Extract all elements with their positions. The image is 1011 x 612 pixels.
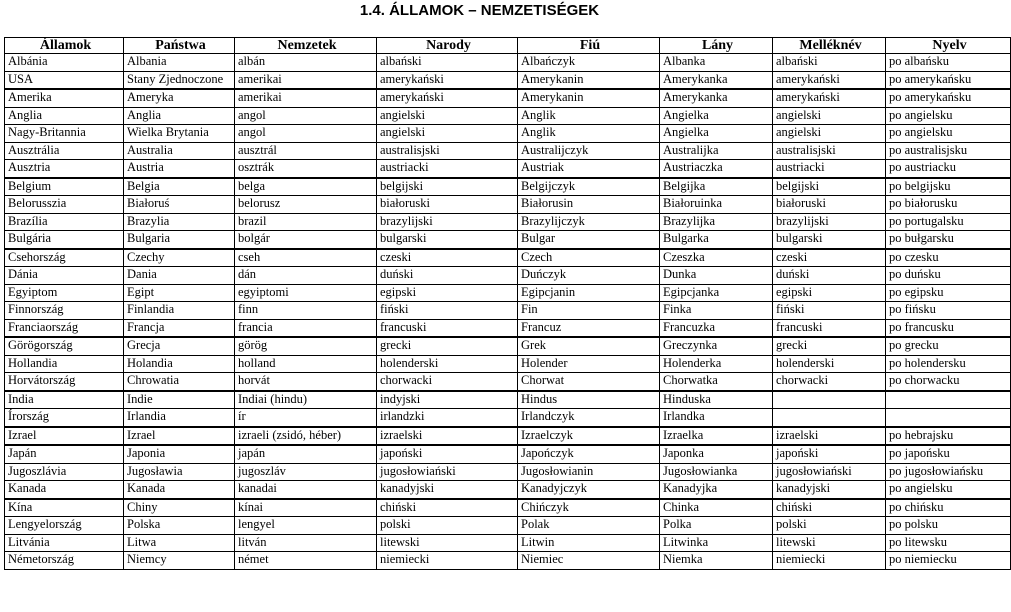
- girl-cell: Greczynka: [660, 337, 773, 355]
- panstwo-cell: Izrael: [124, 427, 235, 446]
- adjective-cell: jugosłowiański: [773, 463, 886, 481]
- girl-cell: Australijka: [660, 142, 773, 160]
- boy-cell: Jugosłowianin: [518, 463, 660, 481]
- panstwo-cell: Indie: [124, 391, 235, 409]
- boy-cell: Anglik: [518, 107, 660, 125]
- panstwo-cell: Grecja: [124, 337, 235, 355]
- table-row: [5, 445, 1011, 463]
- column-header-lany: Lány: [660, 38, 773, 54]
- nation-cell: amerikai: [235, 71, 377, 89]
- state-cell: India: [5, 391, 124, 409]
- language-cell: po fińsku: [886, 302, 1011, 320]
- state-cell: Belorusszia: [5, 196, 124, 214]
- state-cell: Kanada: [5, 481, 124, 499]
- adjective-cell: [773, 409, 886, 427]
- girl-cell: Hinduska: [660, 391, 773, 409]
- language-cell: po egipsku: [886, 284, 1011, 302]
- state-cell: Hollandia: [5, 355, 124, 373]
- adjective-cell: angielski: [773, 125, 886, 143]
- nation-cell: kínai: [235, 499, 377, 517]
- table-row: [5, 481, 1011, 499]
- state-cell: Brazília: [5, 213, 124, 231]
- state-cell: Albánia: [5, 54, 124, 72]
- narod-cell: egipski: [377, 284, 518, 302]
- girl-cell: Jugosłowianka: [660, 463, 773, 481]
- language-cell: po niemiecku: [886, 552, 1011, 570]
- girl-cell: Dunka: [660, 267, 773, 285]
- language-cell: po amerykańsku: [886, 89, 1011, 107]
- girl-cell: Chinka: [660, 499, 773, 517]
- nation-cell: holland: [235, 355, 377, 373]
- state-cell: Ausztria: [5, 160, 124, 178]
- narod-cell: niemiecki: [377, 552, 518, 570]
- girl-cell: Irlandka: [660, 409, 773, 427]
- nation-cell: német: [235, 552, 377, 570]
- adjective-cell: czeski: [773, 249, 886, 267]
- boy-cell: Brazylijczyk: [518, 213, 660, 231]
- narod-cell: amerykański: [377, 71, 518, 89]
- panstwo-cell: Czechy: [124, 249, 235, 267]
- panstwo-cell: Litwa: [124, 534, 235, 552]
- table-row: [5, 107, 1011, 125]
- girl-cell: Bulgarka: [660, 231, 773, 249]
- table-row: [5, 267, 1011, 285]
- nation-cell: belga: [235, 178, 377, 196]
- language-cell: po czesku: [886, 249, 1011, 267]
- column-header-fiu: Fiú: [518, 38, 660, 54]
- table-row: [5, 160, 1011, 178]
- panstwo-cell: Japonia: [124, 445, 235, 463]
- table-row: [5, 213, 1011, 231]
- boy-cell: Egipcjanin: [518, 284, 660, 302]
- nation-cell: belorusz: [235, 196, 377, 214]
- narod-cell: chiński: [377, 499, 518, 517]
- narod-cell: litewski: [377, 534, 518, 552]
- boy-cell: Austriak: [518, 160, 660, 178]
- state-cell: Franciaország: [5, 319, 124, 337]
- adjective-cell: [773, 391, 886, 409]
- girl-cell: Brazylijka: [660, 213, 773, 231]
- table-body: [5, 54, 1011, 570]
- adjective-cell: belgijski: [773, 178, 886, 196]
- nation-cell: amerikai: [235, 89, 377, 107]
- narod-cell: francuski: [377, 319, 518, 337]
- panstwo-cell: Polska: [124, 517, 235, 535]
- narod-cell: grecki: [377, 337, 518, 355]
- girl-cell: Holenderka: [660, 355, 773, 373]
- state-cell: Írország: [5, 409, 124, 427]
- girl-cell: Czeszka: [660, 249, 773, 267]
- nation-cell: görög: [235, 337, 377, 355]
- language-cell: po hebrajsku: [886, 427, 1011, 446]
- panstwo-cell: Chiny: [124, 499, 235, 517]
- adjective-cell: litewski: [773, 534, 886, 552]
- adjective-cell: bulgarski: [773, 231, 886, 249]
- narod-cell: holenderski: [377, 355, 518, 373]
- adjective-cell: niemiecki: [773, 552, 886, 570]
- state-cell: Belgium: [5, 178, 124, 196]
- boy-cell: Amerykanin: [518, 89, 660, 107]
- language-cell: po austriacku: [886, 160, 1011, 178]
- state-cell: Dánia: [5, 267, 124, 285]
- nation-cell: bolgár: [235, 231, 377, 249]
- state-cell: Kína: [5, 499, 124, 517]
- language-cell: po angielsku: [886, 481, 1011, 499]
- column-header-nyelv: Nyelv: [886, 38, 1011, 54]
- boy-cell: Francuz: [518, 319, 660, 337]
- state-cell: Litvánia: [5, 534, 124, 552]
- narod-cell: kanadyjski: [377, 481, 518, 499]
- girl-cell: Albanka: [660, 54, 773, 72]
- boy-cell: Irlandczyk: [518, 409, 660, 427]
- narod-cell: fiński: [377, 302, 518, 320]
- state-cell: Amerika: [5, 89, 124, 107]
- table-row: [5, 517, 1011, 535]
- adjective-cell: austriacki: [773, 160, 886, 178]
- boy-cell: Hindus: [518, 391, 660, 409]
- nation-cell: litván: [235, 534, 377, 552]
- language-cell: po chorwacku: [886, 373, 1011, 391]
- language-cell: po australisjsku: [886, 142, 1011, 160]
- column-header-narody: Narody: [377, 38, 518, 54]
- panstwo-cell: Egipt: [124, 284, 235, 302]
- state-cell: Egyiptom: [5, 284, 124, 302]
- narod-cell: brazylijski: [377, 213, 518, 231]
- language-cell: po angielsku: [886, 107, 1011, 125]
- girl-cell: Amerykanka: [660, 71, 773, 89]
- narod-cell: białoruski: [377, 196, 518, 214]
- narod-cell: jugosłowiański: [377, 463, 518, 481]
- language-cell: po chińsku: [886, 499, 1011, 517]
- table-row: [5, 409, 1011, 427]
- boy-cell: Holender: [518, 355, 660, 373]
- adjective-cell: brazylijski: [773, 213, 886, 231]
- table-row: [5, 231, 1011, 249]
- table-row: [5, 125, 1011, 143]
- table-row: [5, 89, 1011, 107]
- nation-cell: horvát: [235, 373, 377, 391]
- narod-cell: chorwacki: [377, 373, 518, 391]
- girl-cell: Kanadyjka: [660, 481, 773, 499]
- boy-cell: Bulgar: [518, 231, 660, 249]
- boy-cell: Amerykanin: [518, 71, 660, 89]
- panstwo-cell: Australia: [124, 142, 235, 160]
- state-cell: Horvátország: [5, 373, 124, 391]
- girl-cell: Belgijka: [660, 178, 773, 196]
- table-row: [5, 391, 1011, 409]
- nation-cell: izraeli (zsidó, héber): [235, 427, 377, 446]
- table-row: [5, 534, 1011, 552]
- narod-cell: indyjski: [377, 391, 518, 409]
- panstwo-cell: Wielka Brytania: [124, 125, 235, 143]
- table-row: [5, 196, 1011, 214]
- nation-cell: ausztrál: [235, 142, 377, 160]
- boy-cell: Kanadyjczyk: [518, 481, 660, 499]
- boy-cell: Czech: [518, 249, 660, 267]
- state-cell: USA: [5, 71, 124, 89]
- table-row: [5, 178, 1011, 196]
- boy-cell: Polak: [518, 517, 660, 535]
- adjective-cell: amerykański: [773, 71, 886, 89]
- language-cell: po litewsku: [886, 534, 1011, 552]
- narod-cell: albański: [377, 54, 518, 72]
- panstwo-cell: Dania: [124, 267, 235, 285]
- narod-cell: duński: [377, 267, 518, 285]
- language-cell: po polsku: [886, 517, 1011, 535]
- state-cell: Bulgária: [5, 231, 124, 249]
- boy-cell: Anglik: [518, 125, 660, 143]
- nation-cell: albán: [235, 54, 377, 72]
- language-cell: po angielsku: [886, 125, 1011, 143]
- girl-cell: Angielka: [660, 107, 773, 125]
- panstwo-cell: Bulgaria: [124, 231, 235, 249]
- nation-cell: brazil: [235, 213, 377, 231]
- table-row: [5, 499, 1011, 517]
- language-cell: po holendersku: [886, 355, 1011, 373]
- table-row: [5, 249, 1011, 267]
- boy-cell: Białorusin: [518, 196, 660, 214]
- language-cell: po albańsku: [886, 54, 1011, 72]
- boy-cell: Grek: [518, 337, 660, 355]
- table-row: [5, 319, 1011, 337]
- panstwo-cell: Chrowatia: [124, 373, 235, 391]
- narod-cell: izraelski: [377, 427, 518, 446]
- adjective-cell: egipski: [773, 284, 886, 302]
- panstwo-cell: Anglia: [124, 107, 235, 125]
- nation-cell: angol: [235, 125, 377, 143]
- boy-cell: Izraelczyk: [518, 427, 660, 446]
- state-cell: Ausztrália: [5, 142, 124, 160]
- page-title: 1.4. ÁLLAMOK – NEMZETISÉGEK: [359, 2, 600, 19]
- nation-cell: angol: [235, 107, 377, 125]
- adjective-cell: amerykański: [773, 89, 886, 107]
- nation-cell: egyiptomi: [235, 284, 377, 302]
- narod-cell: amerykański: [377, 89, 518, 107]
- narod-cell: polski: [377, 517, 518, 535]
- state-cell: Csehország: [5, 249, 124, 267]
- table-row: [5, 552, 1011, 570]
- language-cell: po amerykańsku: [886, 71, 1011, 89]
- girl-cell: Białoruinka: [660, 196, 773, 214]
- state-cell: Nagy-Britannia: [5, 125, 124, 143]
- nation-cell: cseh: [235, 249, 377, 267]
- adjective-cell: kanadyjski: [773, 481, 886, 499]
- adjective-cell: białoruski: [773, 196, 886, 214]
- adjective-cell: japoński: [773, 445, 886, 463]
- girl-cell: Litwinka: [660, 534, 773, 552]
- girl-cell: Niemka: [660, 552, 773, 570]
- state-cell: Izrael: [5, 427, 124, 446]
- girl-cell: Polka: [660, 517, 773, 535]
- narod-cell: angielski: [377, 107, 518, 125]
- panstwo-cell: Austria: [124, 160, 235, 178]
- narod-cell: belgijski: [377, 178, 518, 196]
- boy-cell: Duńczyk: [518, 267, 660, 285]
- adjective-cell: izraelski: [773, 427, 886, 446]
- table-row: [5, 463, 1011, 481]
- girl-cell: Angielka: [660, 125, 773, 143]
- boy-cell: Chińczyk: [518, 499, 660, 517]
- narod-cell: irlandzki: [377, 409, 518, 427]
- language-cell: po bułgarsku: [886, 231, 1011, 249]
- column-header-allamok: Államok: [5, 38, 124, 54]
- adjective-cell: angielski: [773, 107, 886, 125]
- state-cell: Görögország: [5, 337, 124, 355]
- boy-cell: Fin: [518, 302, 660, 320]
- narod-cell: japoński: [377, 445, 518, 463]
- state-cell: Japán: [5, 445, 124, 463]
- girl-cell: Francuzka: [660, 319, 773, 337]
- adjective-cell: australisjski: [773, 142, 886, 160]
- language-cell: po japońsku: [886, 445, 1011, 463]
- panstwo-cell: Brazylia: [124, 213, 235, 231]
- adjective-cell: duński: [773, 267, 886, 285]
- boy-cell: Chorwat: [518, 373, 660, 391]
- table-row: [5, 427, 1011, 446]
- boy-cell: Niemiec: [518, 552, 660, 570]
- panstwo-cell: Belgia: [124, 178, 235, 196]
- girl-cell: Austriaczka: [660, 160, 773, 178]
- nationalities-table: [4, 37, 1011, 570]
- adjective-cell: polski: [773, 517, 886, 535]
- boy-cell: Australijczyk: [518, 142, 660, 160]
- column-header-melleknev: Melléknév: [773, 38, 886, 54]
- panstwo-cell: Finlandia: [124, 302, 235, 320]
- column-header-nemzetek: Nemzetek: [235, 38, 377, 54]
- panstwo-cell: Irlandia: [124, 409, 235, 427]
- table-row: [5, 54, 1011, 72]
- panstwo-cell: Jugosławia: [124, 463, 235, 481]
- language-cell: [886, 391, 1011, 409]
- language-cell: po duńsku: [886, 267, 1011, 285]
- nation-cell: Indiai (hindu): [235, 391, 377, 409]
- nation-cell: jugoszláv: [235, 463, 377, 481]
- girl-cell: Chorwatka: [660, 373, 773, 391]
- nation-cell: francia: [235, 319, 377, 337]
- adjective-cell: grecki: [773, 337, 886, 355]
- nation-cell: lengyel: [235, 517, 377, 535]
- language-cell: [886, 409, 1011, 427]
- adjective-cell: francuski: [773, 319, 886, 337]
- boy-cell: Albańczyk: [518, 54, 660, 72]
- header-row: [5, 38, 1011, 54]
- state-cell: Jugoszlávia: [5, 463, 124, 481]
- state-cell: Finnország: [5, 302, 124, 320]
- adjective-cell: albański: [773, 54, 886, 72]
- language-cell: po jugosłowiańsku: [886, 463, 1011, 481]
- state-cell: Anglia: [5, 107, 124, 125]
- panstwo-cell: Niemcy: [124, 552, 235, 570]
- table-row: [5, 337, 1011, 355]
- panstwo-cell: Stany Zjednoczone: [124, 71, 235, 89]
- nation-cell: ír: [235, 409, 377, 427]
- table-row: [5, 302, 1011, 320]
- state-cell: Németország: [5, 552, 124, 570]
- narod-cell: czeski: [377, 249, 518, 267]
- table-row: [5, 142, 1011, 160]
- state-cell: Lengyelország: [5, 517, 124, 535]
- language-cell: po białorusku: [886, 196, 1011, 214]
- nation-cell: dán: [235, 267, 377, 285]
- narod-cell: angielski: [377, 125, 518, 143]
- language-cell: po francusku: [886, 319, 1011, 337]
- panstwo-cell: Francja: [124, 319, 235, 337]
- language-cell: po grecku: [886, 337, 1011, 355]
- nation-cell: japán: [235, 445, 377, 463]
- girl-cell: Izraelka: [660, 427, 773, 446]
- girl-cell: Finka: [660, 302, 773, 320]
- boy-cell: Belgijczyk: [518, 178, 660, 196]
- nation-cell: osztrák: [235, 160, 377, 178]
- table-row: [5, 71, 1011, 89]
- adjective-cell: chorwacki: [773, 373, 886, 391]
- girl-cell: Egipcjanka: [660, 284, 773, 302]
- panstwo-cell: Holandia: [124, 355, 235, 373]
- girl-cell: Amerykanka: [660, 89, 773, 107]
- nation-cell: finn: [235, 302, 377, 320]
- language-cell: po belgijsku: [886, 178, 1011, 196]
- panstwo-cell: Białoruś: [124, 196, 235, 214]
- girl-cell: Japonka: [660, 445, 773, 463]
- panstwo-cell: Albania: [124, 54, 235, 72]
- narod-cell: austriacki: [377, 160, 518, 178]
- narod-cell: bulgarski: [377, 231, 518, 249]
- table-row: [5, 284, 1011, 302]
- table-row: [5, 355, 1011, 373]
- adjective-cell: fiński: [773, 302, 886, 320]
- nation-cell: kanadai: [235, 481, 377, 499]
- boy-cell: Litwin: [518, 534, 660, 552]
- panstwo-cell: Kanada: [124, 481, 235, 499]
- panstwo-cell: Ameryka: [124, 89, 235, 107]
- language-cell: po portugalsku: [886, 213, 1011, 231]
- boy-cell: Japończyk: [518, 445, 660, 463]
- adjective-cell: holenderski: [773, 355, 886, 373]
- adjective-cell: chiński: [773, 499, 886, 517]
- narod-cell: australisjski: [377, 142, 518, 160]
- column-header-panstwa: Państwa: [124, 38, 235, 54]
- table-row: [5, 373, 1011, 391]
